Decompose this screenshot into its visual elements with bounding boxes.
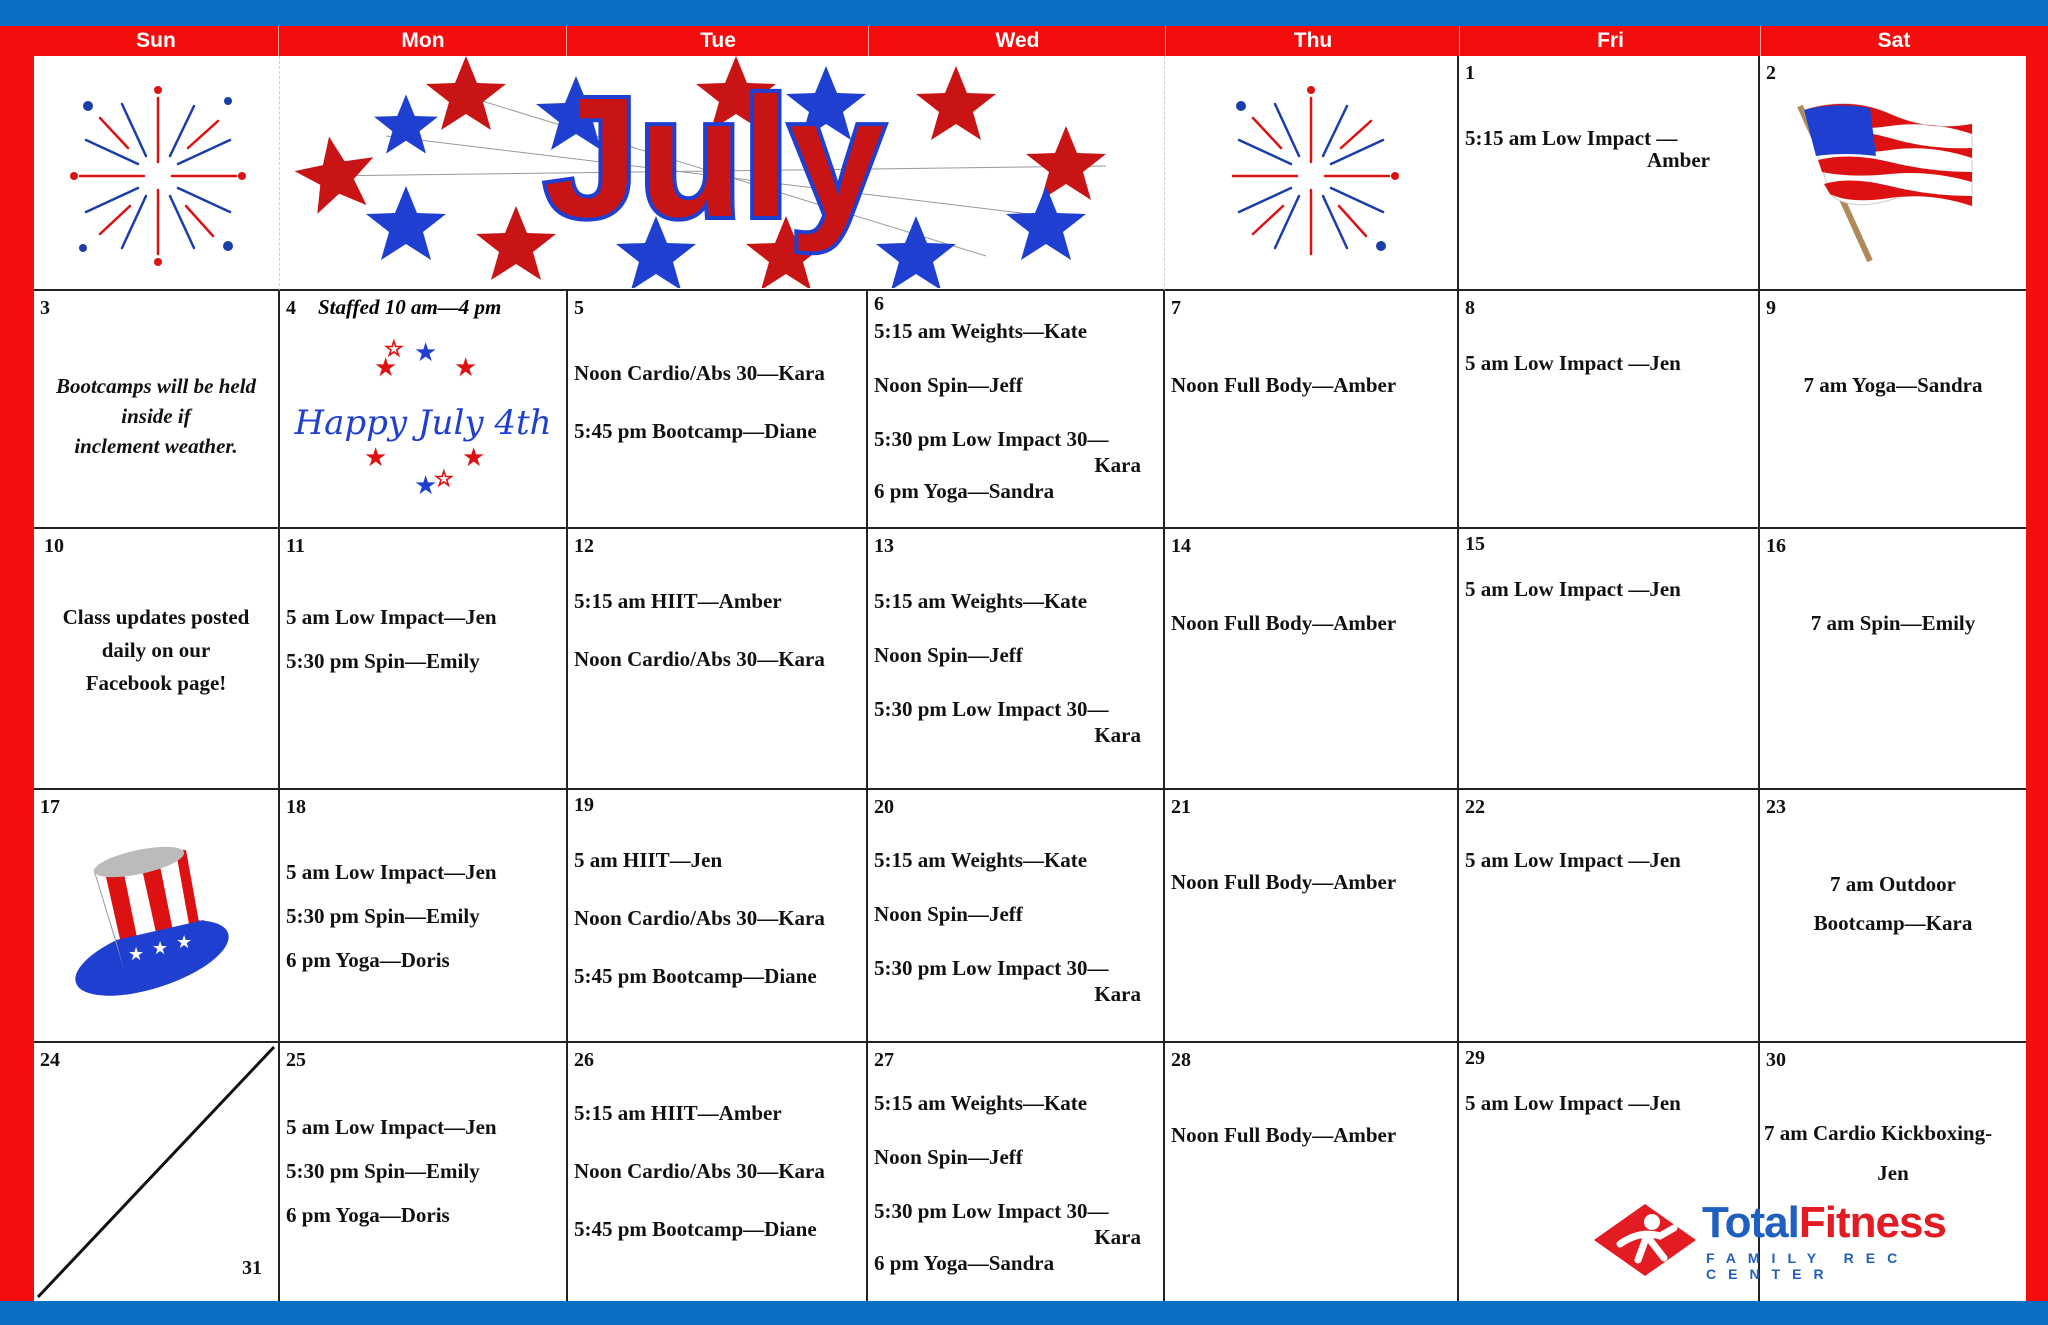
day-number: 8 <box>1465 297 1475 319</box>
header-mon: Mon <box>278 26 567 56</box>
day-number: 12 <box>574 535 594 557</box>
header-wed: Wed <box>868 26 1166 56</box>
event-text: 5 am HIIT—Jen <box>574 848 723 872</box>
weekday-header-row <box>34 26 2026 56</box>
event-text: 5:30 pm Low Impact 30— <box>874 956 1109 980</box>
day-number: 6 <box>874 293 884 315</box>
header-sat: Sat <box>1760 26 2027 56</box>
day-number: 26 <box>574 1049 594 1071</box>
cell-week3-thu <box>1165 790 1459 1043</box>
note-line: inside if <box>121 404 191 428</box>
stars-ring-icon <box>344 336 504 496</box>
cell-week1-fri <box>1459 291 1760 529</box>
cell-week0-sun <box>34 56 280 291</box>
event-text: 5 am Low Impact —Jen <box>1465 351 1681 375</box>
day-number: 25 <box>286 1049 306 1071</box>
event-text: Noon Spin—Jeff <box>874 373 1023 397</box>
event-text: 6 pm Yoga—Doris <box>286 948 450 972</box>
logo-wordmark <box>1702 1198 1946 1248</box>
event-text: 7 am Spin—Emily <box>1810 611 1976 635</box>
event-text: Kara <box>1094 723 1141 747</box>
event-text: 5:15 am HIIT—Amber <box>574 589 782 613</box>
event-text: Noon Full Body—Amber <box>1171 373 1397 397</box>
event-text: Jen <box>1877 1161 1909 1185</box>
day-number: 28 <box>1171 1049 1191 1071</box>
day-number: 5 <box>574 297 584 319</box>
event-text: 5:15 am HIIT—Amber <box>574 1101 782 1125</box>
day-number: 30 <box>1766 1049 1786 1071</box>
header-thu: Thu <box>1165 26 1460 56</box>
cell-week3-sat <box>1760 790 2026 1043</box>
event-text: Noon Full Body—Amber <box>1171 870 1397 894</box>
svg-text:★: ★ <box>462 443 486 472</box>
note-line: Facebook page! <box>85 671 227 695</box>
cell-week3-wed <box>868 790 1165 1043</box>
svg-text:☆: ☆ <box>434 466 454 491</box>
event-text: 5 am Low Impact—Jen <box>286 605 497 629</box>
cell-week1-sat <box>1760 291 2026 529</box>
day-number: 23 <box>1766 796 1786 818</box>
day-number: 21 <box>1171 796 1191 818</box>
svg-text:★: ★ <box>454 353 478 382</box>
happy-july-4th-art: Happy July 4th <box>294 403 552 443</box>
event-text: Amber <box>1647 148 1710 172</box>
day-number: 17 <box>40 796 60 818</box>
logo-subtitle: FAMILY REC CENTER <box>1706 1250 1910 1282</box>
svg-text:★: ★ <box>128 944 145 964</box>
cell-week0-sat <box>1760 56 2026 291</box>
cell-week4-tue <box>568 1043 868 1301</box>
cell-week4-thu <box>1165 1043 1459 1301</box>
event-text: 5:15 am Weights—Kate <box>874 589 1088 613</box>
svg-text:★: ★ <box>152 938 169 958</box>
fireworks-icon <box>68 86 248 266</box>
day-number: 16 <box>1766 535 1786 557</box>
event-text: Bootcamp—Kara <box>1813 911 1973 935</box>
day-number: 14 <box>1171 535 1191 557</box>
day-number: 19 <box>574 794 594 816</box>
staffed-hours: Staffed 10 am—4 pm <box>318 295 502 319</box>
day-number: 13 <box>874 535 894 557</box>
cell-week1-wed <box>868 291 1165 529</box>
event-text: 5:15 am Low Impact — <box>1465 126 1678 150</box>
event-text: 5:45 pm Bootcamp—Diane <box>574 964 817 988</box>
cell-week2-wed <box>868 529 1165 790</box>
event-text: Noon Cardio/Abs 30—Kara <box>574 906 825 930</box>
day-number: 29 <box>1465 1047 1485 1069</box>
event-text: 5:45 pm Bootcamp—Diane <box>574 1217 817 1241</box>
totalfitness-logo <box>1590 1196 2010 1286</box>
day-number: 24 <box>40 1049 60 1071</box>
note-line: Bootcamps will be held <box>55 374 257 398</box>
event-text: 5:15 am Weights—Kate <box>874 1091 1088 1115</box>
runner-logo-icon <box>1590 1200 1700 1280</box>
event-text: 5:30 pm Spin—Emily <box>286 904 480 928</box>
cell-week1-tue <box>568 291 868 529</box>
event-text: 5 am Low Impact —Jen <box>1465 1091 1681 1115</box>
svg-text:★: ★ <box>364 443 388 472</box>
event-text: 7 am Outdoor <box>1830 872 1956 896</box>
fireworks-icon <box>1221 86 1401 266</box>
cell-week0-thu <box>1165 56 1459 291</box>
event-text: 6 pm Yoga—Sandra <box>874 1251 1055 1275</box>
bottom-blue-bar <box>0 1301 2048 1325</box>
event-text: Noon Full Body—Amber <box>1171 1123 1397 1147</box>
day-number: 7 <box>1171 297 1181 319</box>
event-text: 5 am Low Impact—Jen <box>286 860 497 884</box>
event-text: 5 am Low Impact—Jen <box>286 1115 497 1139</box>
note-line: Class updates posted <box>62 605 250 629</box>
uncle-sam-hat-icon <box>64 840 234 1000</box>
top-blue-bar <box>0 0 2048 26</box>
day-number: 18 <box>286 796 306 818</box>
cell-week1-mon <box>280 291 568 529</box>
event-text: 5:30 pm Spin—Emily <box>286 649 480 673</box>
event-text: Noon Spin—Jeff <box>874 902 1023 926</box>
svg-text:★: ★ <box>176 932 193 952</box>
cell-week1-thu <box>1165 291 1459 529</box>
svg-text:☆: ☆ <box>384 336 404 361</box>
cell-week3-mon <box>280 790 568 1043</box>
day-number: 15 <box>1465 533 1485 555</box>
american-flag-icon <box>1790 96 1980 266</box>
cell-week4-wed <box>868 1043 1165 1301</box>
day-number: 3 <box>40 297 50 319</box>
event-text: 6 pm Yoga—Doris <box>286 1203 450 1227</box>
cell-week1-sun <box>34 291 280 529</box>
logo-fitness-text: Fitness <box>1798 1198 1946 1247</box>
event-text: 7 am Yoga—Sandra <box>1803 373 1983 397</box>
cell-week0-fri <box>1459 56 1760 291</box>
banner-july-text: July <box>543 63 885 253</box>
cell-week2-fri <box>1459 529 1760 790</box>
event-text: Kara <box>1094 453 1141 477</box>
event-text: 5 am Low Impact —Jen <box>1465 577 1681 601</box>
event-text: Noon Spin—Jeff <box>874 1145 1023 1169</box>
july-banner-stars-icon <box>266 56 1162 288</box>
day-number: 11 <box>286 535 305 557</box>
event-text: 5:30 pm Spin—Emily <box>286 1159 480 1183</box>
day-number: 31 <box>242 1257 262 1279</box>
cell-week4-mon <box>280 1043 568 1301</box>
cell-week2-sat <box>1760 529 2026 790</box>
event-text: Noon Cardio/Abs 30—Kara <box>574 647 825 671</box>
note-line: daily on our <box>101 638 211 662</box>
cell-week3-fri <box>1459 790 1760 1043</box>
day-number: 9 <box>1766 297 1776 319</box>
svg-text:★: ★ <box>414 338 438 367</box>
event-text: Kara <box>1094 1225 1141 1249</box>
event-text: 5:30 pm Low Impact 30— <box>874 1199 1109 1223</box>
event-text: Noon Cardio/Abs 30—Kara <box>574 361 825 385</box>
header-sun: Sun <box>136 29 176 52</box>
calendar-grid <box>34 26 2026 1301</box>
event-text: 6 pm Yoga—Sandra <box>874 479 1055 503</box>
cell-week4-sun <box>34 1043 280 1301</box>
event-text: Noon Spin—Jeff <box>874 643 1023 667</box>
event-text: 7 am Cardio Kickboxing- <box>1764 1121 1993 1145</box>
cell-week3-tue <box>568 790 868 1043</box>
note-line: inclement weather. <box>74 434 238 458</box>
day-number: 4 <box>286 297 296 319</box>
cell-week3-sun <box>34 790 280 1043</box>
event-text: Noon Cardio/Abs 30—Kara <box>574 1159 825 1183</box>
cell-week2-tue <box>568 529 868 790</box>
logo-total-text: Total <box>1702 1198 1799 1247</box>
day-number: 1 <box>1465 62 1475 84</box>
cell-week2-sun <box>34 529 280 790</box>
event-text: 5:30 pm Low Impact 30— <box>874 427 1109 451</box>
event-text: 5:15 am Weights—Kate <box>874 848 1088 872</box>
header-tue: Tue <box>566 26 869 56</box>
event-text: 5:45 pm Bootcamp—Diane <box>574 419 817 443</box>
calendar-frame <box>0 26 2048 1301</box>
cell-week2-mon <box>280 529 568 790</box>
event-text: 5:15 am Weights—Kate <box>874 319 1088 343</box>
header-fri: Fri <box>1459 26 1761 56</box>
event-text: 5 am Low Impact —Jen <box>1465 848 1681 872</box>
day-number: 22 <box>1465 796 1485 818</box>
day-number: 2 <box>1766 62 1776 84</box>
cell-week2-thu <box>1165 529 1459 790</box>
svg-text:★: ★ <box>414 471 438 496</box>
svg-text:★: ★ <box>374 353 398 382</box>
day-number: 27 <box>874 1049 894 1071</box>
event-text: Kara <box>1094 982 1141 1006</box>
day-number: 10 <box>44 535 64 557</box>
event-text: 5:30 pm Low Impact 30— <box>874 697 1109 721</box>
day-number: 20 <box>874 796 894 818</box>
event-text: Noon Full Body—Amber <box>1171 611 1397 635</box>
